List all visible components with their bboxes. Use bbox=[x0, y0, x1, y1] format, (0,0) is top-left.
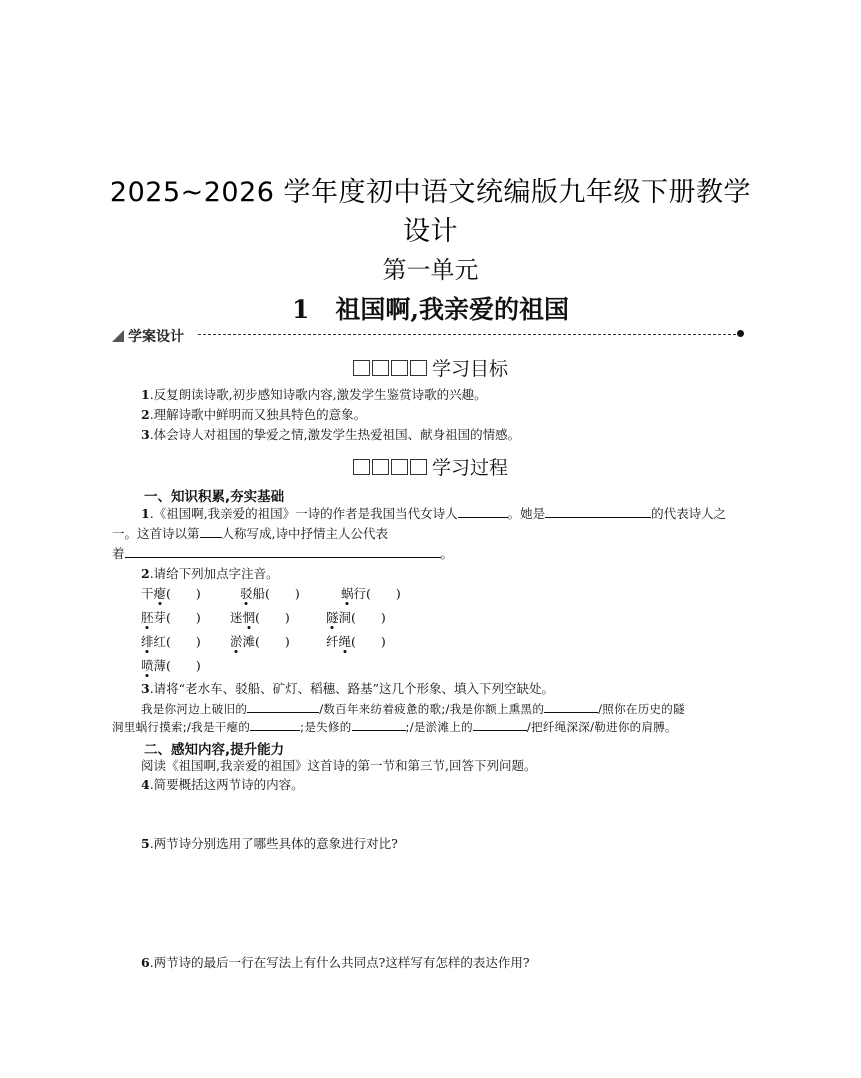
question-1-cont2: 着 。 bbox=[112, 546, 454, 561]
pinyin-item: 淤滩( ) bbox=[230, 634, 290, 649]
doc-title-line1: 2025~2026 学年度初中语文统编版九年级下册教学 bbox=[109, 177, 752, 208]
pinyin-item: 胚芽( ) bbox=[141, 610, 201, 625]
goal-item-2: 2.理解诗歌中鲜明而又独具特色的意象。 bbox=[141, 407, 367, 422]
doc-title-line2: 设计 bbox=[403, 216, 458, 247]
question-3: 3.请将“老水车、驳船、矿灯、稻穗、路基”这几个形象、填入下列空缺处。 bbox=[141, 681, 554, 696]
poem-fill-line-1: 我是你河边上破旧的 /数百年来纺着疲惫的歌;/我是你额上熏黑的 /照你在历史的隧 bbox=[141, 702, 685, 716]
pinyin-item: 驳船( ) bbox=[240, 586, 300, 601]
question-1: 1.《祖国啊,我亲爱的祖国》一诗的作者是我国当代女诗人 。她是 的代表诗人之 bbox=[141, 506, 727, 521]
question-2: 2.请给下列加点字注音。 bbox=[141, 566, 279, 581]
pinyin-item: 迷惘( ) bbox=[230, 610, 290, 625]
goal-item-3: 3.体会诗人对祖国的挚爱之情,激发学生热爱祖国、献身祖国的情感。 bbox=[141, 427, 521, 442]
banner-divider bbox=[198, 334, 736, 335]
goal-item-1: 1.反复朗读诗歌,初步感知诗歌内容,激发学生鉴赏诗歌的兴趣。 bbox=[141, 387, 487, 402]
part2-heading: 二、感知内容,提升能力 bbox=[144, 742, 285, 758]
goals-title: 学习目标 bbox=[431, 358, 508, 380]
heading-boxes-2 bbox=[353, 459, 429, 475]
answer-blank[interactable] bbox=[247, 700, 319, 713]
answer-blank[interactable] bbox=[250, 718, 300, 731]
question-4: 4.简要概括这两节诗的内容。 bbox=[141, 777, 304, 792]
triangle-icon bbox=[112, 330, 124, 342]
lesson-title bbox=[0, 290, 861, 326]
answer-blank[interactable] bbox=[458, 505, 508, 518]
answer-blank[interactable] bbox=[200, 525, 222, 538]
banner-text: 学案设计 bbox=[128, 329, 184, 345]
answer-blank[interactable] bbox=[352, 718, 406, 731]
answer-blank[interactable] bbox=[544, 700, 598, 713]
banner-label bbox=[112, 326, 184, 346]
pinyin-item: 喷薄( ) bbox=[141, 658, 201, 673]
pinyin-item: 隧洞( ) bbox=[326, 610, 386, 625]
process-title: 学习过程 bbox=[431, 457, 508, 479]
question-1-cont: 一。这首诗以第 人称写成,诗中抒情主人公代表 bbox=[112, 526, 388, 541]
section-banner bbox=[112, 326, 744, 344]
question-6: 6.两节诗的最后一行在写法上有什么共同点?这样写有怎样的表达作用? bbox=[141, 955, 530, 970]
unit-title: 第一单元 bbox=[382, 256, 479, 284]
question-5: 5.两节诗分别选用了哪些具体的意象进行对比? bbox=[141, 836, 398, 851]
banner-end-dot bbox=[737, 330, 744, 337]
answer-blank[interactable] bbox=[473, 718, 527, 731]
answer-blank[interactable] bbox=[545, 505, 651, 518]
reading-instruction: 阅读《祖国啊,我亲爱的祖国》这首诗的第一节和第三节,回答下列问题。 bbox=[141, 758, 537, 773]
heading-boxes bbox=[353, 360, 429, 376]
poem-fill-line-2: 洞里蜗行摸索;/我是干瘪的 ;是失修的 ;/是淤滩上的 /把纤绳深深/勒进你的肩膊。 bbox=[112, 720, 677, 734]
process-heading bbox=[0, 453, 861, 480]
pinyin-item: 纤绳( ) bbox=[326, 634, 386, 649]
pinyin-item: 蜗行( ) bbox=[341, 586, 401, 601]
part1-heading: 一、知识积累,夯实基础 bbox=[144, 489, 285, 505]
lesson-name: 祖国啊,我亲爱的祖国 bbox=[335, 295, 570, 324]
pinyin-item: 干瘪( ) bbox=[141, 586, 201, 601]
pinyin-item: 绯红( ) bbox=[141, 634, 201, 649]
answer-blank[interactable] bbox=[125, 545, 441, 558]
lesson-number: 1 bbox=[291, 295, 310, 324]
goals-heading bbox=[0, 354, 861, 381]
